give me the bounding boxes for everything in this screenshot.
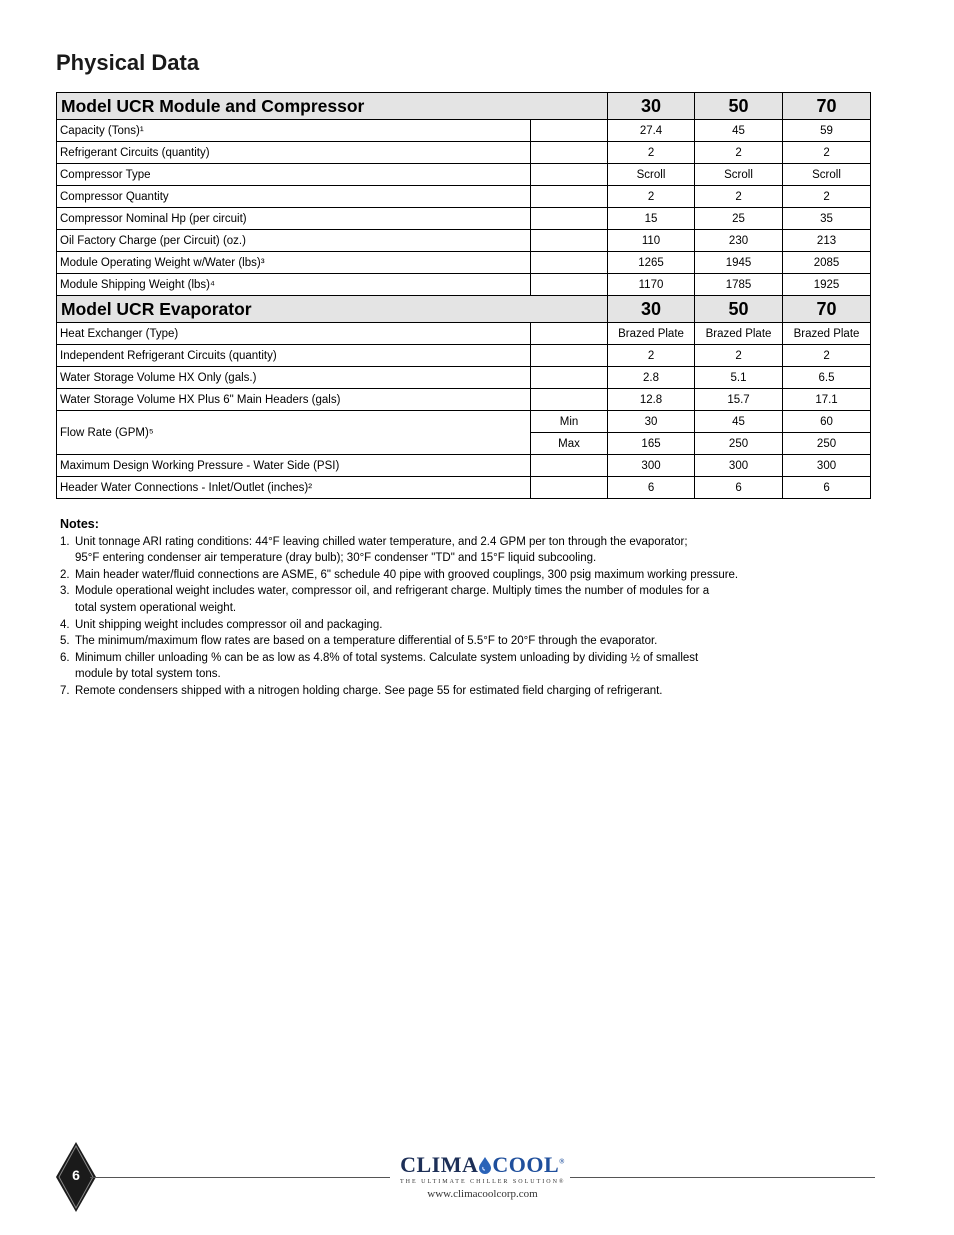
table-row	[57, 323, 871, 345]
table-row	[57, 367, 871, 389]
row-value: Brazed Plate	[695, 323, 783, 345]
note-line: Module operational weight includes water, compressor oil, and refrigerant charge. Multiply times the number of modules for a	[75, 585, 710, 598]
note-text	[75, 534, 860, 567]
note-number: 4.	[60, 618, 70, 631]
row-value: 6	[695, 477, 783, 499]
row-value: 2	[608, 142, 695, 164]
row-value: 35	[783, 208, 871, 230]
note-line: Remote condensers shipped with a nitrogen holding charge. See page 55 for estimated field charging of refrigerant.	[75, 684, 663, 697]
row-value: 2	[783, 186, 871, 208]
row-value: 2	[783, 345, 871, 367]
row-label: Capacity (Tons)¹	[57, 120, 531, 142]
row-sub-label	[531, 389, 608, 411]
row-value: Brazed Plate	[608, 323, 695, 345]
note-number: 3.	[60, 585, 70, 598]
list-item	[60, 683, 860, 700]
row-value: 230	[695, 230, 783, 252]
table-row	[57, 142, 871, 164]
flow-rate-min-value: 45	[695, 411, 783, 433]
row-label: Refrigerant Circuits (quantity)	[57, 142, 531, 164]
row-sub-label	[531, 367, 608, 389]
table-row	[57, 230, 871, 252]
row-value: 2	[695, 186, 783, 208]
water-drop-icon	[478, 1156, 492, 1174]
row-label: Compressor Nominal Hp (per circuit)	[57, 208, 531, 230]
notes-title: Notes:	[60, 517, 99, 531]
row-sub-label	[531, 164, 608, 186]
row-label: Compressor Quantity	[57, 186, 531, 208]
row-value: 1925	[783, 274, 871, 296]
list-item	[60, 534, 860, 567]
row-value: Brazed Plate	[783, 323, 871, 345]
note-number: 6.	[60, 651, 70, 664]
footer-rule-right	[570, 1177, 875, 1178]
note-text	[75, 617, 860, 634]
note-line: Unit tonnage ARI rating conditions: 44°F leaving chilled water temperature, and 2.4 GPM per ton through the evaporator;	[75, 535, 688, 548]
row-label: Module Operating Weight w/Water (lbs)³	[57, 252, 531, 274]
table-row	[57, 164, 871, 186]
row-value: 1945	[695, 252, 783, 274]
row-label: Water Storage Volume HX Plus 6" Main Headers (gals)	[57, 389, 531, 411]
flow-rate-min-label: Min	[531, 411, 608, 433]
row-value: 59	[783, 120, 871, 142]
evaporator-model-header: 70	[783, 296, 871, 323]
table-row	[57, 274, 871, 296]
row-value: 2085	[783, 252, 871, 274]
row-sub-label	[531, 252, 608, 274]
row-value: 300	[608, 455, 695, 477]
row-sub-label	[531, 323, 608, 345]
row-value: 300	[695, 455, 783, 477]
table-row	[57, 120, 871, 142]
flow-rate-max-value: 250	[695, 433, 783, 455]
flow-rate-max-label: Max	[531, 433, 608, 455]
brand-name-left: CLIMA	[400, 1152, 479, 1177]
flow-rate-max-value: 250	[783, 433, 871, 455]
row-sub-label	[531, 274, 608, 296]
note-text	[75, 683, 860, 700]
flow-rate-min-value: 60	[783, 411, 871, 433]
note-number: 5.	[60, 635, 70, 648]
table-row	[57, 345, 871, 367]
model-header-70: 70	[783, 93, 871, 120]
row-value: 1785	[695, 274, 783, 296]
row-sub-label	[531, 120, 608, 142]
row-label: Independent Refrigerant Circuits (quantity)	[57, 345, 531, 367]
row-sub-label	[531, 208, 608, 230]
note-line: Minimum chiller unloading % can be as low as 4.8% of total systems. Calculate system unloading by dividing ½ of smallest	[75, 651, 699, 664]
row-label: Compressor Type	[57, 164, 531, 186]
table-row	[57, 208, 871, 230]
table-row	[57, 252, 871, 274]
row-value: 27.4	[608, 120, 695, 142]
row-value: Scroll	[783, 164, 871, 186]
list-item	[60, 650, 860, 683]
row-sub-label	[531, 477, 608, 499]
note-number: 2.	[60, 568, 70, 581]
row-label: Water Storage Volume HX Only (gals.)	[57, 367, 531, 389]
row-sub-label	[531, 455, 608, 477]
evaporator-header-row	[57, 296, 871, 323]
climacool-logo	[400, 1152, 565, 1200]
row-value: 2	[783, 142, 871, 164]
footer-rule-left	[90, 1177, 390, 1178]
row-sub-label	[531, 186, 608, 208]
row-value: 17.1	[783, 389, 871, 411]
row-value: 2	[695, 142, 783, 164]
table-row	[57, 477, 871, 499]
row-value: 15.7	[695, 389, 783, 411]
row-value: 2	[608, 345, 695, 367]
row-sub-label	[531, 345, 608, 367]
table-row	[57, 186, 871, 208]
row-value: 45	[695, 120, 783, 142]
row-value: Scroll	[695, 164, 783, 186]
evaporator-model-header: 30	[608, 296, 695, 323]
note-text	[75, 650, 860, 683]
row-value: 1265	[608, 252, 695, 274]
note-text	[75, 583, 860, 616]
note-number: 1.	[60, 535, 70, 548]
row-value: 5.1	[695, 367, 783, 389]
row-sub-label	[531, 142, 608, 164]
row-value: 110	[608, 230, 695, 252]
row-value: 15	[608, 208, 695, 230]
list-item	[60, 583, 860, 616]
flow-rate-min-row	[57, 411, 871, 433]
list-item	[60, 633, 860, 650]
row-label: Header Water Connections - Inlet/Outlet (inches)²	[57, 477, 531, 499]
note-line: Unit shipping weight includes compressor oil and packaging.	[75, 618, 383, 631]
page-number: 6	[72, 1167, 80, 1183]
note-number: 7.	[60, 684, 70, 697]
flow-rate-label: Flow Rate (GPM)⁵	[57, 411, 531, 455]
evaporator-section-title: Model UCR Evaporator	[57, 296, 608, 323]
row-value: 6	[783, 477, 871, 499]
note-line: 95°F entering condenser air temperature (dray bulb); 30°F condenser "TD" and 15°F liquid subcooling.	[75, 552, 597, 565]
row-value: 12.8	[608, 389, 695, 411]
footer-url: www.climacoolcorp.com	[427, 1188, 538, 1200]
row-value: 2	[695, 345, 783, 367]
evaporator-model-header: 50	[695, 296, 783, 323]
model-header-30: 30	[608, 93, 695, 120]
note-text	[75, 633, 860, 650]
row-label: Module Shipping Weight (lbs)⁴	[57, 274, 531, 296]
table-row	[57, 455, 871, 477]
flow-rate-min-value: 30	[608, 411, 695, 433]
brand-registered-mark: ®	[559, 1157, 565, 1166]
row-label: Heat Exchanger (Type)	[57, 323, 531, 345]
row-value: 300	[783, 455, 871, 477]
row-label: Maximum Design Working Pressure - Water Side (PSI)	[57, 455, 531, 477]
notes-list	[60, 534, 860, 700]
note-line: The minimum/maximum flow rates are based on a temperature differential of 5.5°F to 20°F through the evaporator.	[75, 635, 658, 648]
list-item	[60, 567, 860, 584]
brand-tagline: THE ULTIMATE CHILLER SOLUTION®	[400, 1179, 566, 1185]
table-row	[57, 389, 871, 411]
note-text	[75, 567, 860, 584]
row-value: 1170	[608, 274, 695, 296]
row-value: 2.8	[608, 367, 695, 389]
list-item	[60, 617, 860, 634]
page-title: Physical Data	[56, 50, 200, 75]
row-label: Oil Factory Charge (per Circuit) (oz.)	[57, 230, 531, 252]
brand-name-right: COOL	[492, 1152, 560, 1177]
row-value: 2	[608, 186, 695, 208]
row-value: 6.5	[783, 367, 871, 389]
flow-rate-max-value: 165	[608, 433, 695, 455]
model-header-50: 50	[695, 93, 783, 120]
compressor-header-row	[57, 93, 871, 120]
physical-data-table	[56, 92, 871, 499]
note-line: module by total system tons.	[75, 668, 221, 681]
row-value: 213	[783, 230, 871, 252]
row-sub-label	[531, 230, 608, 252]
note-line: total system operational weight.	[75, 601, 237, 614]
row-value: 25	[695, 208, 783, 230]
row-value: Scroll	[608, 164, 695, 186]
notes-section	[60, 516, 860, 700]
note-line: Main header water/fluid connections are ASME, 6" schedule 40 pipe with grooved couplings, 300 psig maximum working pressure.	[75, 568, 739, 581]
compressor-section-title: Model UCR Module and Compressor	[57, 93, 608, 120]
row-value: 6	[608, 477, 695, 499]
